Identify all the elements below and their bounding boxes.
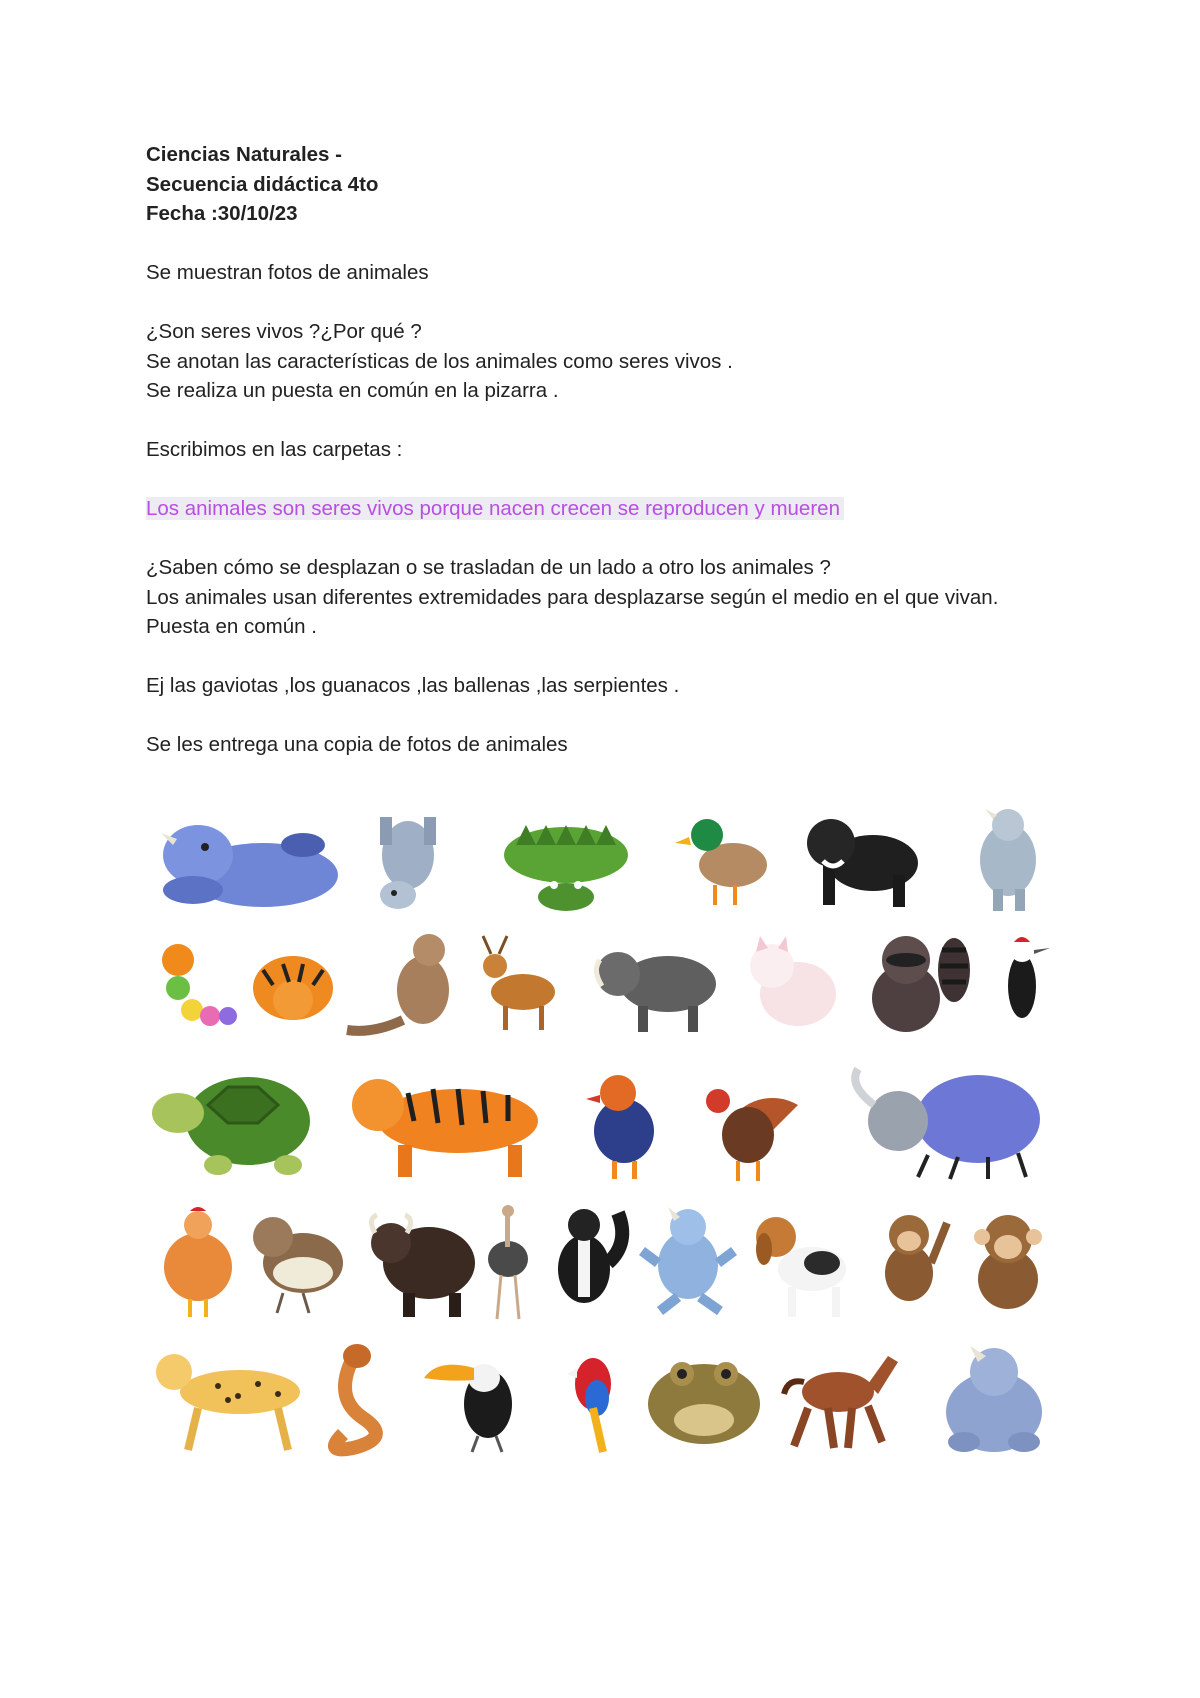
deer-illustration <box>473 925 568 1045</box>
sequence-title: Secuencia didáctica 4to <box>146 172 379 196</box>
monkey-sitting-illustration <box>958 1200 1058 1325</box>
mandarin-duck-illustration <box>578 1062 668 1187</box>
paragraph-board: Se realiza un puesta en común en la pizarra . <box>146 379 559 402</box>
parrot-illustration <box>553 1335 633 1460</box>
kangaroo-illustration <box>343 925 473 1045</box>
question-living-beings: ¿Son seres vivos ?¿Por qué ? <box>146 320 422 343</box>
raccoon-illustration <box>858 925 978 1045</box>
subject-title: Ciencias Naturales - <box>146 143 342 166</box>
horse-illustration <box>778 1335 903 1460</box>
rhino-lying-illustration <box>148 800 348 920</box>
warthog-illustration <box>588 925 723 1045</box>
paragraph-notebooks: Escribimos en las carpetas : <box>146 438 403 461</box>
tasmanian-devil-illustration <box>788 800 938 920</box>
toucan-illustration <box>418 1335 543 1460</box>
rhino-dancing-illustration <box>638 1200 738 1325</box>
duck-illustration <box>668 800 778 920</box>
highlighted-conclusion: Los animales son seres vivos porque nacen crecen se reproducen y mueren <box>146 494 1046 524</box>
document-text <box>146 140 1046 760</box>
turtle-illustration <box>148 1062 328 1187</box>
toad-illustration <box>638 1335 768 1460</box>
woodpecker-illustration <box>988 925 1058 1045</box>
paragraph-examples: Ej las gaviotas ,los guanacos ,las ballenas ,las serpientes . <box>146 674 680 697</box>
tiger-illustration <box>338 1062 548 1187</box>
animal-collage <box>148 800 1058 1440</box>
yak-illustration <box>363 1200 483 1325</box>
paragraph-copy: Se les entrega una copia de fotos de animales <box>146 733 568 756</box>
beagle-illustration <box>748 1200 858 1325</box>
question-movement: ¿Saben cómo se desplazan o se trasladan de un lado a otro los animales ? <box>146 556 831 579</box>
paragraph-limbs: Los animales usan diferentes extremidades para desplazarse según el medio en el que vivan. <box>146 585 999 609</box>
paragraph-characteristics: Se anotan las características de los animales como seres vivos . <box>146 349 733 373</box>
ostrich-illustration <box>483 1200 533 1325</box>
paragraph-photos: Se muestran fotos de animales <box>146 261 429 284</box>
crocodile-illustration <box>493 800 638 920</box>
rhino-standing-illustration <box>958 800 1058 920</box>
rhino-handstand-illustration <box>353 800 463 920</box>
skunk-illustration <box>538 1200 633 1325</box>
rhinoceros-beetle-illustration <box>838 1062 1048 1187</box>
paragraph-common: Puesta en común . <box>146 615 317 638</box>
caterpillar-illustration <box>148 925 243 1045</box>
persian-cat-illustration <box>738 925 848 1045</box>
sparrow-illustration <box>243 1200 358 1325</box>
monkey-waving-illustration <box>863 1200 953 1325</box>
turkey-illustration <box>688 1062 808 1187</box>
cheetah-illustration <box>148 1335 313 1460</box>
cobra-illustration <box>313 1335 423 1460</box>
rhino-sitting-illustration <box>928 1335 1058 1460</box>
date-line: Fecha :30/10/23 <box>146 202 298 225</box>
hen-illustration <box>148 1200 238 1325</box>
tiger-crouching-illustration <box>243 925 343 1045</box>
